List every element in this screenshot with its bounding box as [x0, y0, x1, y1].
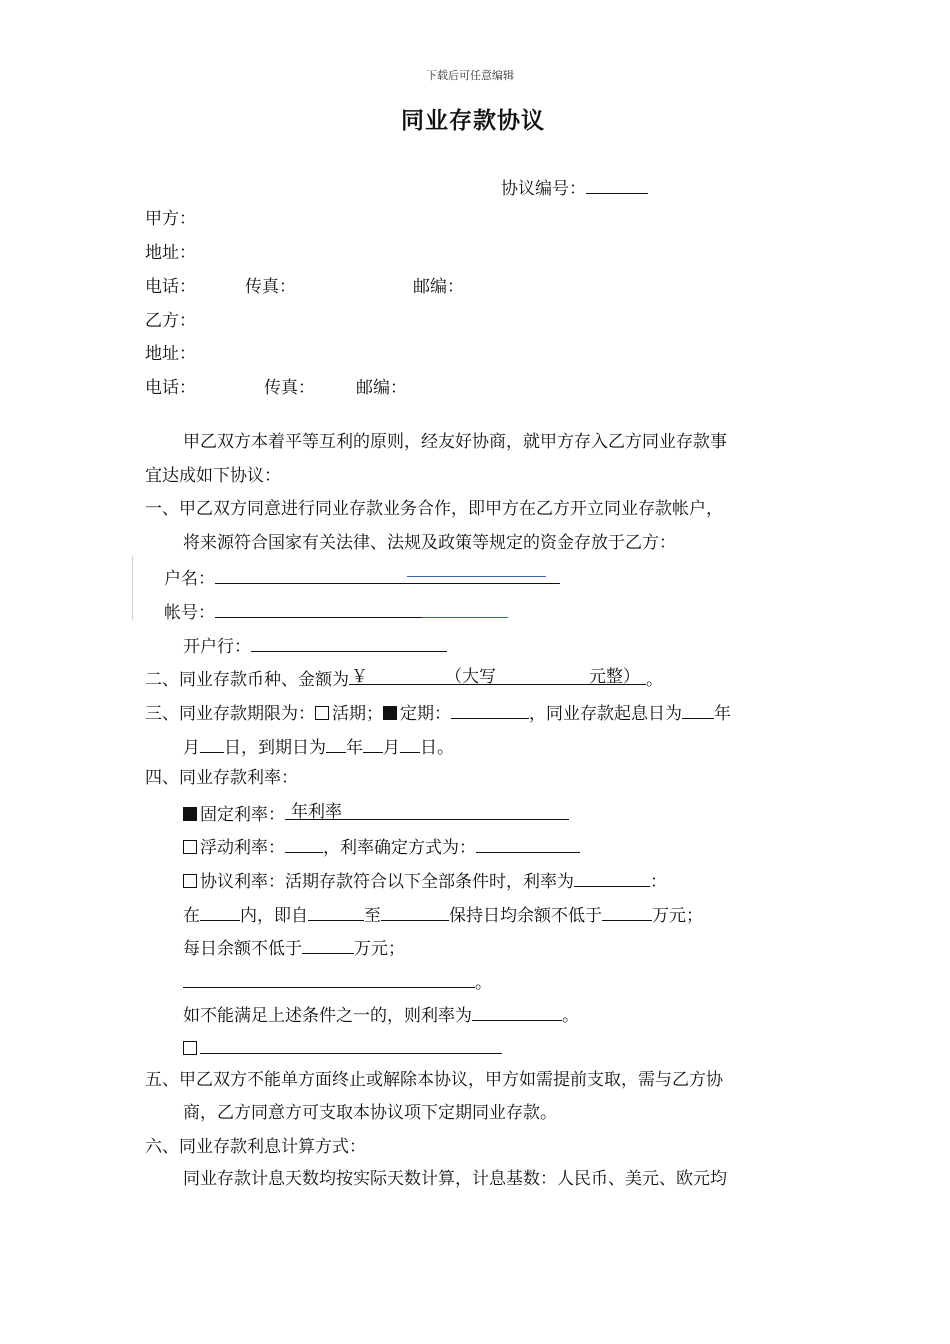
fallback-rate-field[interactable]	[472, 1003, 562, 1021]
party-a-phone: 电话：	[145, 277, 196, 297]
clause-6-line-1: 同业存款计息天数均按实际天数计算，计息基数：人民币、美元、欧元均	[183, 1169, 727, 1189]
clause-2-prefix: 二、同业存款币种、金额为	[145, 670, 349, 690]
clause-2-end: 。	[646, 670, 663, 690]
float-rate-method-field[interactable]	[476, 835, 580, 853]
clause-1-line-2: 将来源符合国家有关法律、法规及政策等规定的资金存放于乙方：	[183, 533, 676, 553]
other-condition-field[interactable]	[183, 970, 475, 988]
fallback-rate-row	[183, 1003, 579, 1026]
value-month-label: 月	[183, 738, 200, 758]
agreed-rate-checkbox[interactable]	[183, 874, 197, 888]
bank-label: 开户行：	[183, 637, 251, 657]
maturity-label: 日，到期日为	[224, 738, 326, 758]
fixed-rate-label: 固定利率：	[200, 805, 285, 825]
fixed-rate-checkbox[interactable]	[183, 807, 197, 821]
condition-2-row	[183, 936, 405, 959]
float-rate-label: 浮动利率：	[200, 838, 285, 858]
cond-2-b: 万元；	[354, 939, 405, 959]
account-number-link-underline	[422, 600, 508, 618]
cond-1-a: 在	[183, 906, 200, 926]
daily-balance-field[interactable]	[302, 936, 354, 954]
value-date-label: ，同业存款起息日为	[529, 704, 682, 724]
agreed-rate-row	[183, 869, 667, 892]
cond-1-b: 内，即自	[240, 906, 308, 926]
party-a-label: 甲方：	[145, 209, 196, 229]
fixed-deposit-label: 定期：	[400, 704, 451, 724]
agreed-rate-field[interactable]	[574, 869, 650, 887]
cond-3-end: 。	[475, 973, 492, 993]
fixed-rate-field[interactable]	[285, 802, 569, 820]
maturity-month-label: 月	[383, 738, 400, 758]
clause-3-line-2	[183, 735, 454, 758]
party-a-address: 地址：	[145, 243, 196, 263]
party-b-fax: 传真：	[264, 378, 315, 398]
cond-1-e: 万元；	[652, 906, 703, 926]
document-title: 同业存款协议	[401, 108, 545, 134]
other-rate-row	[183, 1036, 502, 1059]
period-field[interactable]	[200, 903, 240, 921]
bank-field[interactable]	[251, 634, 447, 652]
value-year-field[interactable]	[682, 701, 714, 719]
maturity-day-label: 日。	[420, 738, 454, 758]
clause-5-line-1: 五、甲乙双方不能单方面终止或解除本协议，甲方如需提前支取，需与乙方协	[145, 1070, 723, 1090]
term-field[interactable]	[451, 701, 529, 719]
currency-symbol: ￥	[351, 667, 368, 687]
amount-upper-close: 元整）	[589, 667, 640, 687]
account-name-row	[164, 566, 560, 589]
party-b-label: 乙方：	[145, 311, 196, 331]
intro-line-2: 宜达成如下协议：	[145, 466, 281, 486]
fallback-label: 如不能满足上述条件之一的，则利率为	[183, 1006, 472, 1026]
clause-1-line-1: 一、甲乙双方同意进行同业存款业务合作，即甲方在乙方开立同业存款帐户，	[145, 499, 723, 519]
party-b-phone: 电话：	[145, 378, 196, 398]
agreement-number	[501, 176, 648, 199]
avg-balance-field[interactable]	[602, 903, 652, 921]
account-name-field[interactable]	[215, 566, 560, 584]
maturity-year-label: 年	[346, 738, 363, 758]
maturity-year-field[interactable]	[326, 735, 346, 753]
account-name-label: 户名：	[164, 569, 215, 589]
intro-line-1: 甲乙双方本着平等互利的原则，经友好协商，就甲方存入乙方同业存款事	[183, 432, 727, 452]
cond-2-a: 每日余额不低于	[183, 939, 302, 959]
float-rate-field[interactable]	[285, 835, 323, 853]
party-a-postcode: 邮编：	[413, 277, 464, 297]
cond-1-c: 至	[364, 906, 381, 926]
account-number-field[interactable]	[215, 600, 422, 618]
cond-1-d: 保持日均余额不低于	[449, 906, 602, 926]
end-date-field[interactable]	[381, 903, 449, 921]
value-year-label: 年	[714, 704, 731, 724]
fixed-rate-value: 年利率	[291, 802, 342, 822]
amount-field[interactable]	[349, 667, 646, 685]
float-rate-row	[183, 835, 580, 858]
header-note: 下载后可任意编辑	[426, 69, 514, 82]
other-rate-checkbox[interactable]	[183, 1041, 197, 1055]
start-date-field[interactable]	[308, 903, 364, 921]
condition-3-row	[183, 970, 492, 993]
account-number-label: 帐号：	[164, 603, 215, 623]
agreed-rate-end: ：	[650, 872, 667, 892]
fixed-rate-row	[183, 802, 569, 825]
clause-3-line-1	[145, 701, 731, 724]
demand-deposit-label: 活期；	[332, 704, 383, 724]
clause-4-title: 四、同业存款利率：	[145, 768, 298, 788]
agreement-number-label: 协议编号：	[501, 179, 586, 199]
amount-upper-open: （大写	[445, 667, 496, 687]
agreement-number-field[interactable]	[586, 176, 648, 194]
account-name-link-underline	[407, 576, 546, 577]
clause-5-line-2: 商，乙方同意方可支取本协议项下定期同业存款。	[183, 1103, 557, 1123]
agreed-rate-label: 协议利率：活期存款符合以下全部条件时，利率为	[200, 872, 574, 892]
fixed-deposit-checkbox[interactable]	[383, 706, 397, 720]
float-rate-method-label: ，利率确定方式为：	[323, 838, 476, 858]
demand-deposit-checkbox[interactable]	[315, 706, 329, 720]
condition-1-row	[183, 903, 703, 926]
clause-3-prefix: 三、同业存款期限为：	[145, 704, 315, 724]
fallback-end: 。	[562, 1006, 579, 1026]
bank-row	[183, 634, 447, 657]
maturity-month-field[interactable]	[363, 735, 383, 753]
party-b-postcode: 邮编：	[356, 378, 407, 398]
clause-2	[145, 667, 663, 690]
account-number-row	[164, 600, 508, 623]
other-rate-field[interactable]	[200, 1036, 502, 1054]
maturity-day-field[interactable]	[400, 735, 420, 753]
value-day-field[interactable]	[200, 735, 224, 753]
revision-bar	[132, 556, 133, 620]
clause-6-title: 六、同业存款利息计算方式：	[145, 1137, 366, 1157]
party-a-fax: 传真：	[245, 277, 296, 297]
party-b-address: 地址：	[145, 344, 196, 364]
float-rate-checkbox[interactable]	[183, 840, 197, 854]
